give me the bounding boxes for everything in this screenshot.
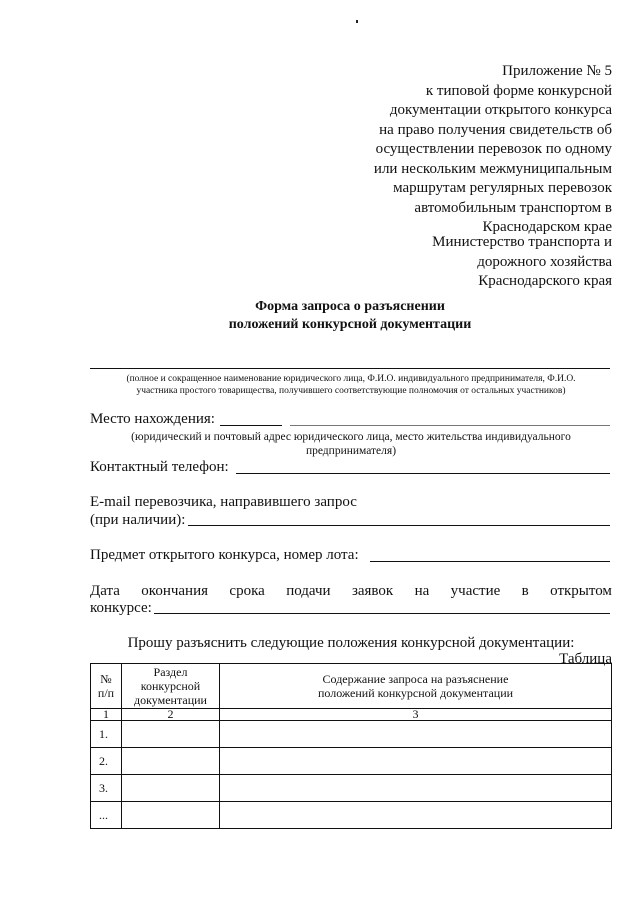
content-cell[interactable]	[220, 748, 612, 775]
form-title-line: Форма запроса о разъяснении	[255, 299, 445, 314]
section-cell[interactable]	[122, 748, 220, 775]
content-cell[interactable]	[220, 721, 612, 748]
table-row	[91, 748, 612, 775]
request-table	[90, 663, 612, 829]
addressee-block	[380, 233, 612, 292]
table-label: Таблица	[559, 651, 612, 667]
appendix-line: документации открытого конкурса	[389, 102, 612, 118]
deadline-word: подачи	[286, 583, 331, 599]
header-text: Раздел	[153, 665, 188, 679]
appendix-header	[330, 62, 612, 238]
row-number: ...	[91, 802, 122, 829]
form-title	[90, 298, 610, 334]
table-header-content	[220, 664, 612, 709]
section-cell[interactable]	[122, 775, 220, 802]
table-header-number	[91, 664, 122, 709]
email-label-optional: (при наличии):	[90, 512, 186, 528]
row-number: 3.	[91, 775, 122, 802]
header-text: конкурсной	[140, 679, 201, 693]
location-line-part1[interactable]	[220, 425, 282, 426]
scan-speck	[356, 20, 358, 23]
subject-line[interactable]	[370, 561, 610, 562]
header-text: п/п	[97, 686, 115, 700]
table-header-row	[91, 664, 612, 709]
applicant-note	[84, 373, 618, 397]
phone-label: Контактный телефон:	[90, 459, 229, 475]
row-number: 2.	[91, 748, 122, 775]
table-row	[91, 721, 612, 748]
column-number: 2	[122, 709, 220, 721]
subject-label: Предмет открытого конкурса, номер лота:	[90, 547, 359, 563]
request-text: Прошу разъяснить следующие положения конкурсной документации:	[127, 635, 575, 651]
phone-line[interactable]	[236, 473, 610, 474]
deadline-word: заявок	[351, 583, 394, 599]
column-number: 3	[220, 709, 612, 721]
addressee-line: Министерство транспорта и	[432, 234, 612, 250]
appendix-line: автомобильным транспортом в	[414, 199, 612, 216]
appendix-line: или нескольким межмуниципальным	[373, 160, 612, 177]
table-header-section	[122, 664, 220, 709]
header-text: Содержание запроса на разъяснение	[322, 672, 509, 686]
deadline-label	[90, 582, 612, 600]
appendix-line: Приложение № 5	[502, 63, 612, 79]
deadline-word: в	[521, 583, 529, 599]
deadline-word: Дата	[90, 583, 120, 599]
appendix-line: маршрутам регулярных перевозок	[393, 180, 612, 196]
content-cell[interactable]	[220, 802, 612, 829]
section-cell[interactable]	[122, 802, 220, 829]
location-label: Место нахождения:	[90, 411, 215, 427]
header-text: документации	[134, 693, 207, 707]
row-number: 1.	[91, 721, 122, 748]
table-row	[91, 775, 612, 802]
email-line[interactable]	[188, 525, 610, 526]
applicant-note-line: (полное и сокращенное наименование юридического лица, Ф.И.О. индивидуального предпринимателя, Ф.И.О.	[126, 374, 576, 384]
deadline-word: на	[414, 583, 430, 599]
location-note-line: предпринимателя)	[305, 445, 397, 457]
appendix-line: на право получения свидетельств об	[379, 121, 612, 138]
table-column-numbers-row	[91, 709, 612, 721]
deadline-word: окончания	[141, 583, 209, 599]
form-title-line: положений конкурсной документации	[228, 317, 472, 332]
deadline-word: открытом	[550, 583, 612, 599]
deadline-word: срока	[229, 583, 265, 599]
table-row	[91, 802, 612, 829]
addressee-line: дорожного хозяйства	[477, 253, 612, 270]
location-note	[90, 430, 612, 458]
section-cell[interactable]	[122, 721, 220, 748]
location-line-part2[interactable]	[290, 425, 610, 426]
header-text: №	[100, 672, 112, 686]
content-cell[interactable]	[220, 775, 612, 802]
deadline-line[interactable]	[154, 613, 610, 614]
applicant-note-line: участника простого товарищества, получившего соответствующие полномочия от остальных участников)	[136, 386, 566, 396]
email-label: E-mail перевозчика, направившего запрос	[90, 494, 357, 510]
deadline-word: участие	[450, 583, 501, 599]
appendix-line: осуществлении перевозок по одному	[375, 141, 612, 157]
column-number: 1	[91, 709, 122, 721]
location-note-line: (юридический и почтовый адрес юридического лица, место жительства индивидуального	[131, 431, 571, 443]
deadline-label-end: конкурсе:	[90, 600, 152, 616]
header-text: положений конкурсной документации	[317, 686, 514, 700]
appendix-line: Краснодарском крае	[482, 219, 612, 235]
applicant-name-line[interactable]	[90, 368, 610, 369]
addressee-line: Краснодарского края	[478, 273, 612, 289]
appendix-line: к типовой форме конкурсной	[425, 82, 612, 99]
